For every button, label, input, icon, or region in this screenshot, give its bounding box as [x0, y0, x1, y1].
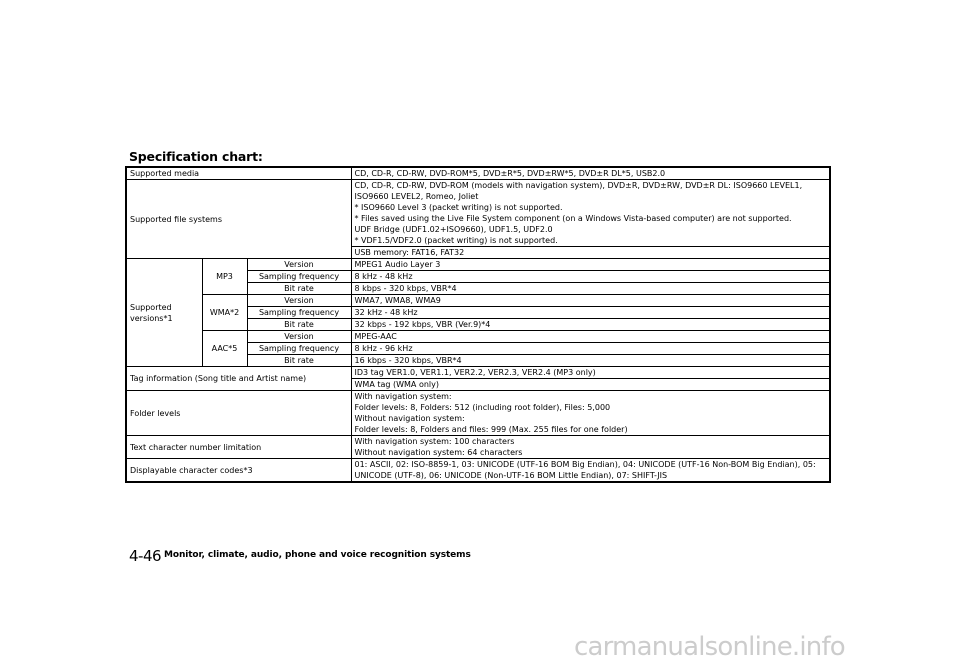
- file-systems-line: ISO9660 LEVEL2, Romeo, Joliet: [354, 192, 479, 201]
- folder-levels-line: Folder levels: 8, Folders and files: 999 (Max. 255 files for one folder): [354, 425, 628, 434]
- aac-bitrate-label: Bit rate: [247, 355, 351, 367]
- character-codes-label: Displayable character codes*3: [126, 459, 351, 483]
- mp3-sampling-label: Sampling frequency: [247, 271, 351, 283]
- aac-sampling-value: 8 kHz - 96 kHz: [351, 343, 830, 355]
- mp3-bitrate-label: Bit rate: [247, 283, 351, 295]
- file-systems-label: Supported file systems: [126, 180, 351, 259]
- text-limit-value: [351, 436, 830, 459]
- character-codes-value: [351, 459, 830, 483]
- folder-levels-value: [351, 391, 830, 436]
- wma-sampling-value: 32 kHz - 48 kHz: [351, 307, 830, 319]
- table-row: [126, 331, 830, 343]
- chart-heading: Specification chart:: [129, 149, 263, 164]
- versions-label-line: Supported: [130, 302, 172, 312]
- table-row: [126, 295, 830, 307]
- character-codes-line: 01: ASCII, 02: ISO-8859-1, 03: UNICODE (UTF-16 BOM Big Endian), 04: UNICODE (UTF-16 Non-BOM Big Endian), 05:: [354, 460, 816, 469]
- wma-version-label: Version: [247, 295, 351, 307]
- mp3-label: MP3: [202, 259, 247, 295]
- versions-label-line: versions*1: [130, 313, 173, 323]
- file-systems-line: * ISO9660 Level 3 (packet writing) is not supported.: [354, 203, 563, 212]
- media-label: Supported media: [126, 167, 351, 180]
- aac-label: AAC*5: [202, 331, 247, 367]
- tag-wma-value: WMA tag (WMA only): [351, 379, 830, 391]
- mp3-bitrate-value: 8 kbps - 320 kbps, VBR*4: [351, 283, 830, 295]
- text-limit-line: With navigation system: 100 characters: [354, 437, 515, 446]
- character-codes-line: UNICODE (UTF-8), 06: UNICODE (Non-UTF-16 BOM Little Endian), 07: SHIFT-JIS: [354, 471, 668, 480]
- table-row: [126, 167, 830, 180]
- versions-label: [126, 259, 202, 367]
- table-row: [126, 367, 830, 379]
- folder-levels-line: Folder levels: 8, Folders: 512 (including root folder), Files: 5,000: [354, 403, 611, 412]
- file-systems-value: [351, 180, 830, 247]
- section-title: Monitor, climate, audio, phone and voice recognition systems: [164, 550, 471, 560]
- aac-version-label: Version: [247, 331, 351, 343]
- table-row: [126, 436, 830, 459]
- mp3-version-label: Version: [247, 259, 351, 271]
- aac-sampling-label: Sampling frequency: [247, 343, 351, 355]
- wma-version-value: WMA7, WMA8, WMA9: [351, 295, 830, 307]
- usb-value: USB memory: FAT16, FAT32: [351, 247, 830, 259]
- tag-id3-value: ID3 tag VER1.0, VER1.1, VER2.2, VER2.3, VER2.4 (MP3 only): [351, 367, 830, 379]
- text-limit-line: Without navigation system: 64 characters: [354, 448, 523, 457]
- file-systems-line: CD, CD-R, CD-RW, DVD-ROM (models with navigation system), DVD±R, DVD±RW, DVD±R DL: ISO9660 LEVEL1,: [354, 181, 803, 190]
- specification-table: [125, 166, 831, 483]
- file-systems-line: * Files saved using the Live File System component (on a Windows Vista-based computer) are not supported.: [354, 214, 792, 223]
- aac-bitrate-value: 16 kbps - 320 kbps, VBR*4: [351, 355, 830, 367]
- table-row: [126, 259, 830, 271]
- tag-info-label: Tag information (Song title and Artist name): [126, 367, 351, 391]
- text-limit-label: Text character number limitation: [126, 436, 351, 459]
- watermark-text: carmanualsonline.info: [574, 632, 845, 662]
- wma-label: WMA*2: [202, 295, 247, 331]
- wma-bitrate-value: 32 kbps - 192 kbps, VBR (Ver.9)*4: [351, 319, 830, 331]
- mp3-version-value: MPEG1 Audio Layer 3: [351, 259, 830, 271]
- media-value: CD, CD-R, CD-RW, DVD-ROM*5, DVD±R*5, DVD±RW*5, DVD±R DL*5, USB2.0: [351, 167, 830, 180]
- mp3-sampling-value: 8 kHz - 48 kHz: [351, 271, 830, 283]
- folder-levels-line: Without navigation system:: [354, 414, 465, 423]
- table-row: [126, 459, 830, 483]
- aac-version-value: MPEG-AAC: [351, 331, 830, 343]
- page-number: 4-46: [129, 547, 162, 565]
- table-row: [126, 391, 830, 436]
- file-systems-line: * VDF1.5/VDF2.0 (packet writing) is not supported.: [354, 236, 558, 245]
- wma-sampling-label: Sampling frequency: [247, 307, 351, 319]
- wma-bitrate-label: Bit rate: [247, 319, 351, 331]
- folder-levels-label: Folder levels: [126, 391, 351, 436]
- folder-levels-line: With navigation system:: [354, 392, 452, 401]
- table-row: [126, 180, 830, 247]
- file-systems-line: UDF Bridge (UDF1.02+ISO9660), UDF1.5, UDF2.0: [354, 225, 553, 234]
